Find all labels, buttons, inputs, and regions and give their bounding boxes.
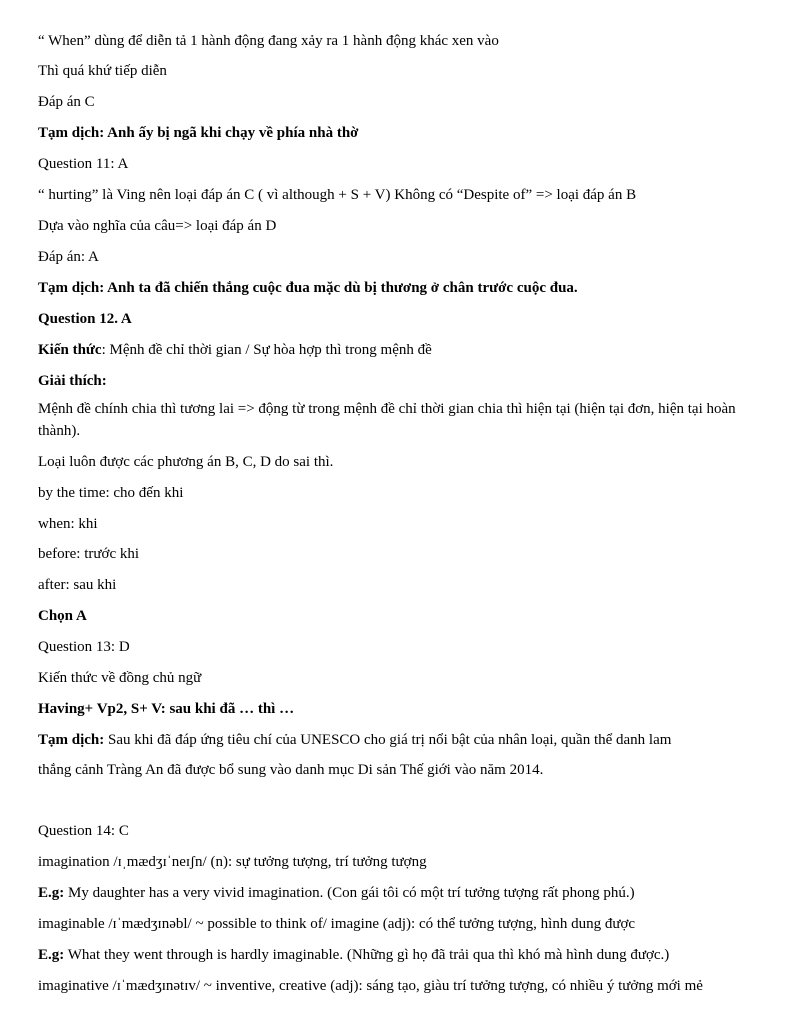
structure-line: Having+ Vp2, S+ V: sau khi đã … thì …	[38, 701, 295, 717]
translation-line: Tạm dịch: Anh ta đã chiến thắng cuộc đua mặc dù bị thương ở chân trước cuộc đua.	[38, 280, 578, 296]
question-heading: Question 13: D	[38, 639, 130, 655]
knowledge-line	[38, 341, 768, 359]
explanation-heading: Giải thích:	[38, 373, 107, 389]
knowledge-label: Kiến thức	[38, 342, 102, 358]
example-line	[38, 946, 768, 964]
text-line: “ When” dùng để diễn tả 1 hành động đang xảy ra 1 hành động khác xen vào	[38, 33, 499, 49]
example-line	[38, 884, 768, 902]
question-heading: Question 14: C	[38, 823, 129, 839]
text-line: before: trước khi	[38, 546, 140, 562]
text-line: Dựa vào nghĩa của câu=> loại đáp án D	[38, 218, 277, 234]
text-line: after: sau khi	[38, 577, 117, 593]
text-line: when: khi	[38, 516, 98, 532]
translation-label: Tạm dịch:	[38, 732, 105, 748]
text-line: Đáp án: A	[38, 249, 99, 265]
translation-line	[38, 731, 768, 749]
text-line: Thì quá khứ tiếp diễn	[38, 63, 167, 79]
answer-line: Chọn A	[38, 608, 87, 624]
explanation-paragraph: Mệnh đề chính chia thì tương lai => động từ trong mệnh đề chỉ thời gian chia thì hiện tại (hiện tại đơn, hiện tại hoàn thành).	[38, 401, 736, 439]
vocab-line: imaginative /ɪˈmædʒɪnətɪv/ ~ inventive, creative (adj): sáng tạo, giàu trí tưởng tượng, có nhiều ý tưởng mới mẻ	[38, 978, 703, 994]
example-text: My daughter has a very vivid imagination. (Con gái tôi có một trí tưởng tượng rất phong phú.)	[64, 885, 635, 901]
text-line: thắng cảnh Tràng An đã được bổ sung vào danh mục Di sản Thế giới vào năm 2014.	[38, 762, 544, 778]
example-label: E.g:	[38, 947, 65, 963]
text-line: Đáp án C	[38, 94, 95, 110]
text-line: Loại luôn được các phương án B, C, D do sai thì.	[38, 454, 334, 470]
text-line: Kiến thức về đồng chủ ngữ	[38, 670, 202, 686]
example-text: What they went through is hardly imaginable. (Những gì họ đã trải qua thì khó mà hình dung được.)	[64, 947, 670, 963]
translation-text: Sau khi đã đáp ứng tiêu chí của UNESCO cho giá trị nổi bật của nhân loại, quần thể danh lam	[104, 732, 672, 748]
question-heading: Question 12. A	[38, 311, 132, 327]
text-line: by the time: cho đến khi	[38, 485, 184, 501]
translation-line: Tạm dịch: Anh ấy bị ngã khi chạy về phía nhà thờ	[38, 125, 359, 141]
text-line: “ hurting” là Ving nên loại đáp án C ( vì although + S + V) Không có “Despite of” => loại đáp án B	[38, 187, 637, 203]
vocab-line: imaginable /ɪˈmædʒɪnəbl/ ~ possible to think of/ imagine (adj): có thể tưởng tượng, hình dung được	[38, 916, 636, 932]
example-label: E.g:	[38, 885, 65, 901]
question-heading: Question 11: A	[38, 156, 129, 172]
knowledge-text: : Mệnh đề chỉ thời gian / Sự hòa hợp thì trong mệnh đề	[101, 342, 432, 358]
vocab-line: imagination /ɪˌmædʒɪˈneɪʃn/ (n): sự tưởng tượng, trí tưởng tượng	[38, 854, 427, 870]
